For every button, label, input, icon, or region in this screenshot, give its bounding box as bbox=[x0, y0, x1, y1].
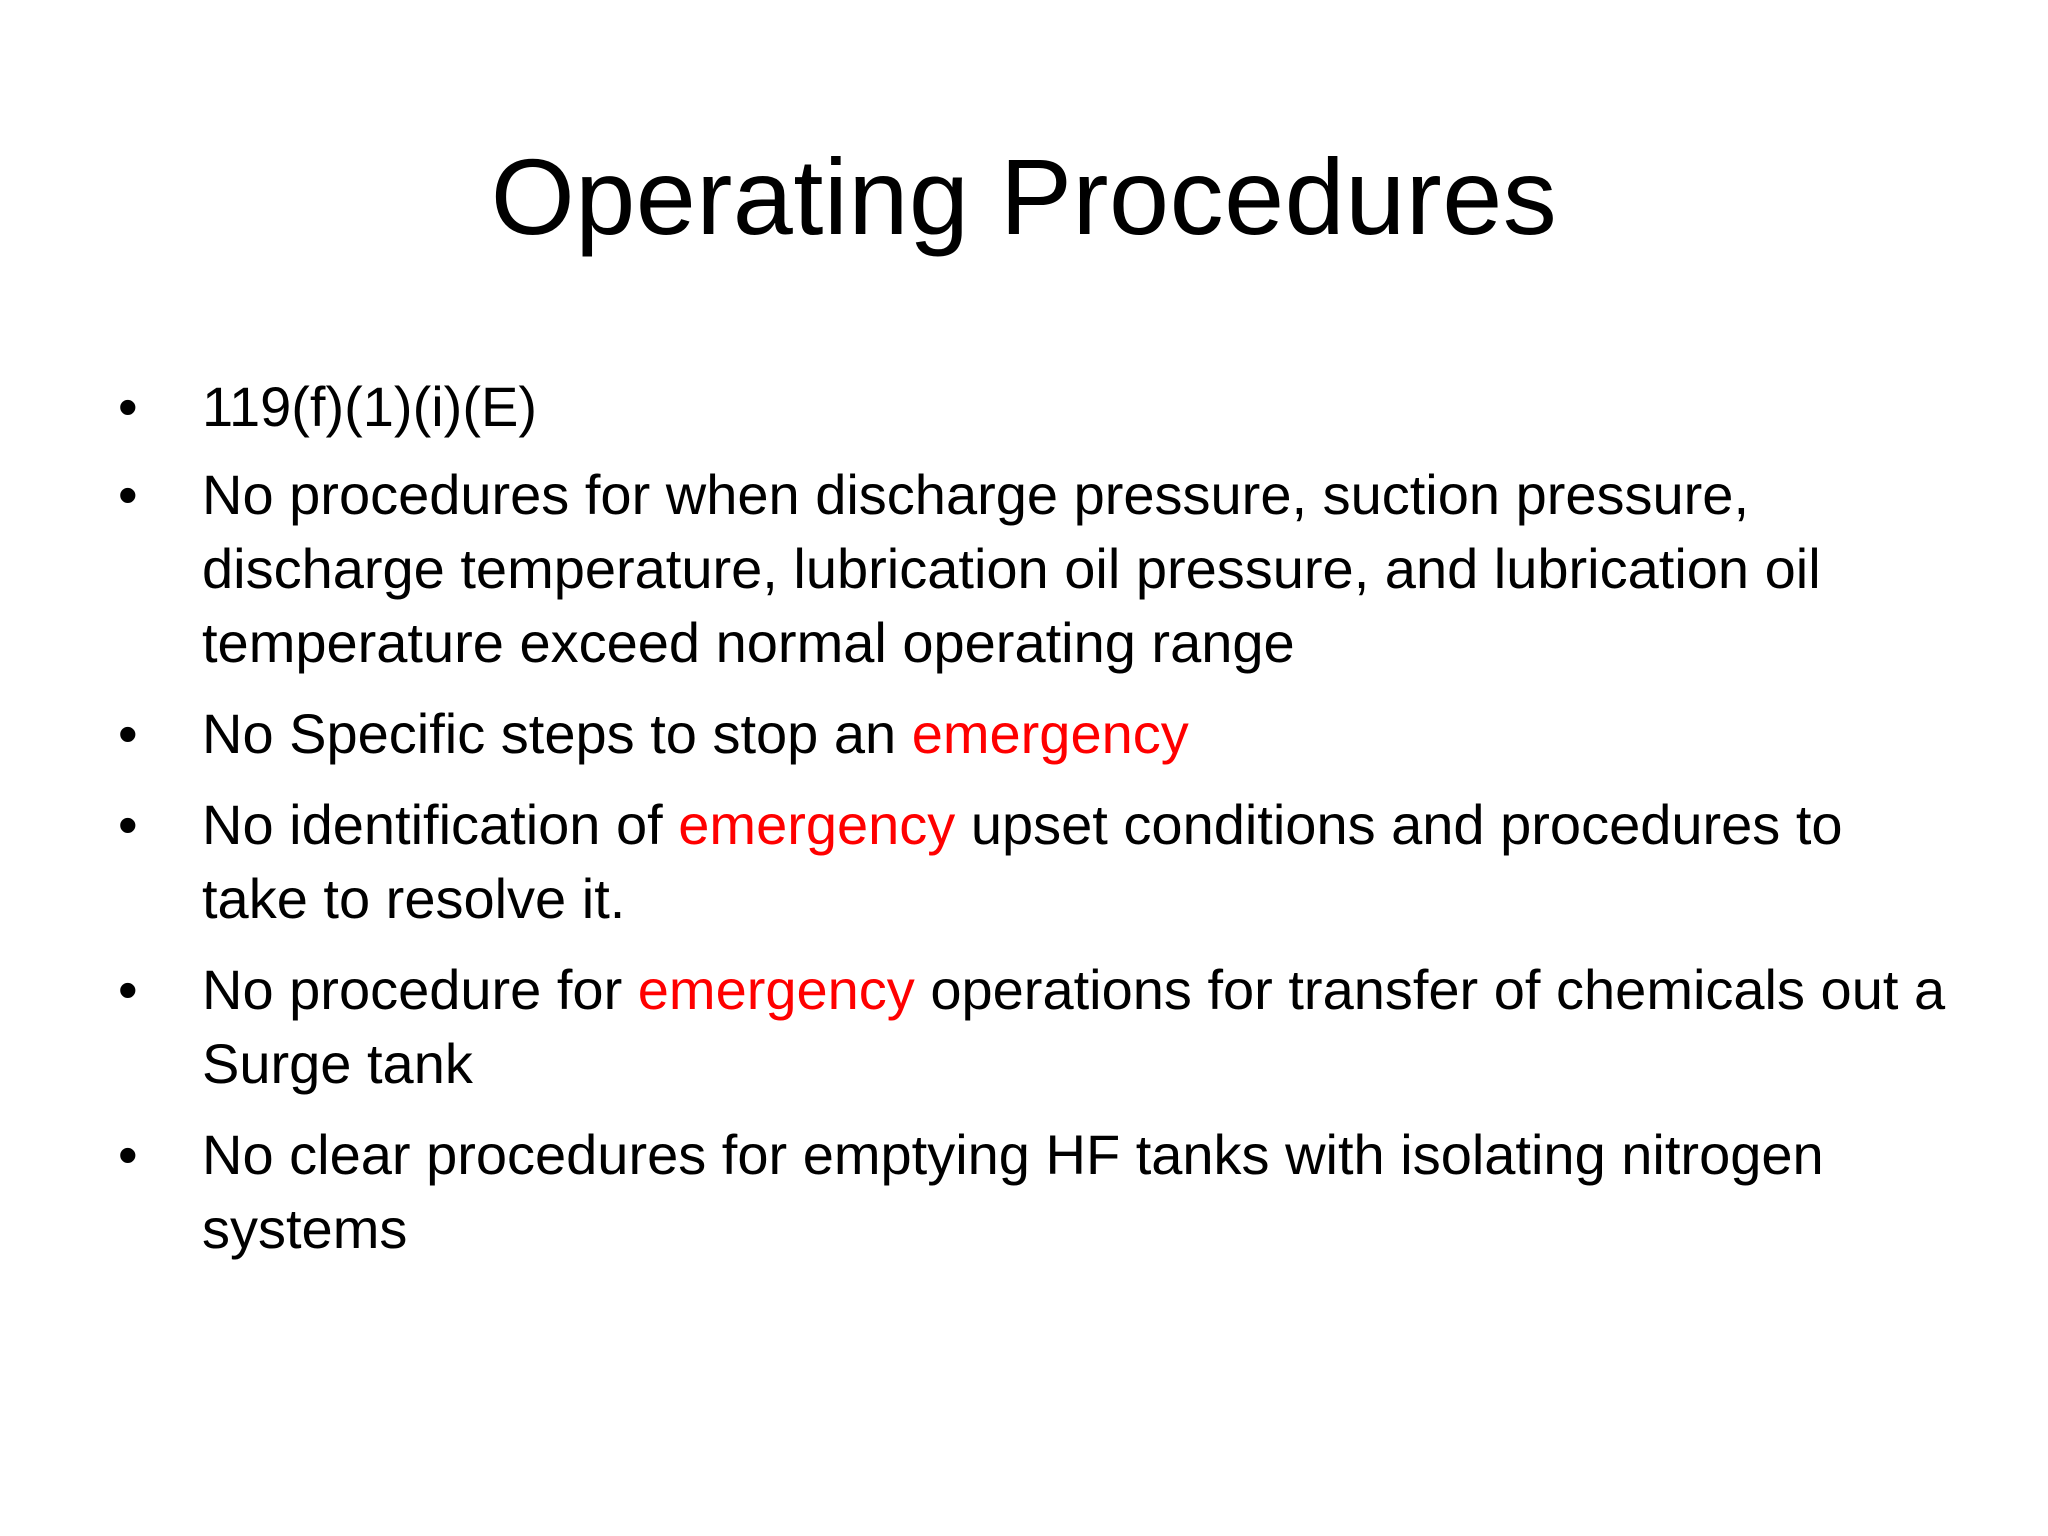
highlighted-word: emergency bbox=[911, 702, 1189, 765]
bullet-text-continued: operations for transfer of chemicals out a Surge tank bbox=[202, 958, 1946, 1095]
bullet-item bbox=[118, 458, 1948, 680]
bullet-text: No Specific steps to stop an bbox=[202, 702, 912, 765]
bullet-text: No identification of bbox=[202, 793, 679, 856]
bullet-text-continued: upset conditions and procedures to take to resolve it. bbox=[202, 793, 1843, 930]
bullet-icon: • bbox=[118, 958, 138, 1021]
bullet-icon: • bbox=[118, 375, 138, 438]
bullet-item bbox=[118, 1118, 1948, 1266]
bullet-text: 119(f)(1)(i)(E) bbox=[202, 375, 537, 438]
highlighted-word: emergency bbox=[678, 793, 956, 856]
highlighted-word: emergency bbox=[637, 958, 915, 1021]
bullet-item bbox=[118, 953, 1948, 1101]
bullet-item bbox=[118, 788, 1948, 936]
bullet-item bbox=[118, 697, 1948, 771]
bullet-text: No procedures for when discharge pressure, suction pressure, discharge temperature, lubrication oil pressure, and lubrication oil temperature exceed normal operating range bbox=[202, 463, 1821, 674]
bullet-icon: • bbox=[118, 702, 138, 765]
bullet-item bbox=[118, 370, 1948, 444]
bullet-icon: • bbox=[118, 463, 138, 526]
slide-title: Operating Procedures bbox=[490, 136, 1558, 257]
bullet-icon: • bbox=[118, 793, 138, 856]
bullet-list bbox=[118, 370, 1948, 1283]
bullet-text: No procedure for bbox=[202, 958, 638, 1021]
bullet-text: No clear procedures for emptying HF tanks with isolating nitrogen systems bbox=[202, 1123, 1824, 1260]
bullet-icon: • bbox=[118, 1123, 138, 1186]
